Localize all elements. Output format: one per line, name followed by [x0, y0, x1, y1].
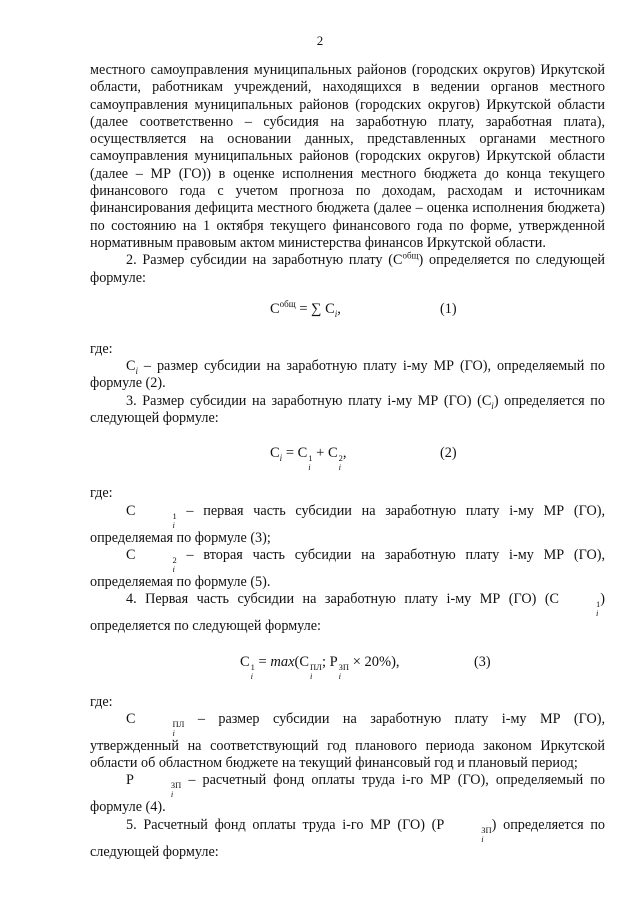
- definition-c-pl-i: C ПЛ i – размер субсидии на заработную плату i-му МР (ГО), утвержденный на соответствующий год планового периода законом Иркутской области об областном бюджете на текущий финансовый год и плановый период;: [90, 710, 605, 772]
- formula-2-number: (2): [440, 445, 457, 462]
- formula-2: $C_i = C$ 1 i + C 2 i , (2): [270, 445, 457, 473]
- document-body: [90, 62, 605, 861]
- paragraph-3: 3. Размер субсидии на заработную плату i-му МР (ГО) $(C_i)$ определяется по следующей формуле:: [90, 392, 605, 427]
- paragraph-4: 4. Первая часть субсидии на заработную плату i-му МР (ГО) (C 1 i ) определяется по следующей формуле:: [90, 591, 605, 635]
- definition-p-zp-i: P ЗП i – расчетный фонд оплаты труда i-го МР (ГО), определяемый по формуле (4).: [90, 772, 605, 816]
- where-label-1: где:: [90, 340, 113, 357]
- paragraph-1: местного самоуправления муниципальных районов (городских округов) Иркутской области, работникам учреждений, находящихся в ведении органов местного самоуправления муниципальных районов (городских округов) Иркутской области (далее соответственно – субсидия на заработную плату, заработная плата), осуществляется на основании данных, представленных органами местного самоуправления муниципальных районов (городских округов) Иркутской области (далее – МР (ГО)) в оценке исполнения местного бюджета до конца текущего финансового года с учетом прогноза по доходам, расходам и источникам финансирования дефицита местного бюджета (далее – оценка исполнения бюджета) по состоянию на 1 октября текущего финансового года по форме, утвержденной нормативным правовым актом министерства финансов Иркутской области.: [90, 62, 605, 251]
- definition-c2-i: C 2 i – вторая часть субсидии на заработную плату i-му МР (ГО), определяемая по формуле (5).: [90, 546, 605, 590]
- definition-c1-i: C 1 i – первая часть субсидии на заработную плату i-му МР (ГО), определяемая по формуле (3);: [90, 502, 605, 546]
- page-number: 2: [316, 33, 324, 48]
- formula-3: C 1 i = max(C ПЛ i ; P ЗП i × 20%), (3): [240, 653, 491, 681]
- definition-c-i: $C_i$ – размер субсидии на заработную плату i-му МР (ГО), определяемый по формуле (2).: [90, 358, 605, 392]
- where-label-2: где:: [90, 485, 113, 502]
- formula-1-number: (1): [440, 300, 457, 317]
- formula-1: $C^{общ}$ = ∑ $C_i$, (1): [270, 299, 457, 319]
- where-label-3: где:: [90, 693, 113, 710]
- paragraph-2: 2. Размер субсидии на заработную плату $(C^{общ})$ определяется по следующей формуле:: [90, 250, 605, 286]
- paragraph-5: 5. Расчетный фонд оплаты труда i-го МР (ГО) (P ЗП i ) определяется по следующей формуле:: [90, 816, 605, 860]
- formula-3-number: (3): [474, 653, 491, 670]
